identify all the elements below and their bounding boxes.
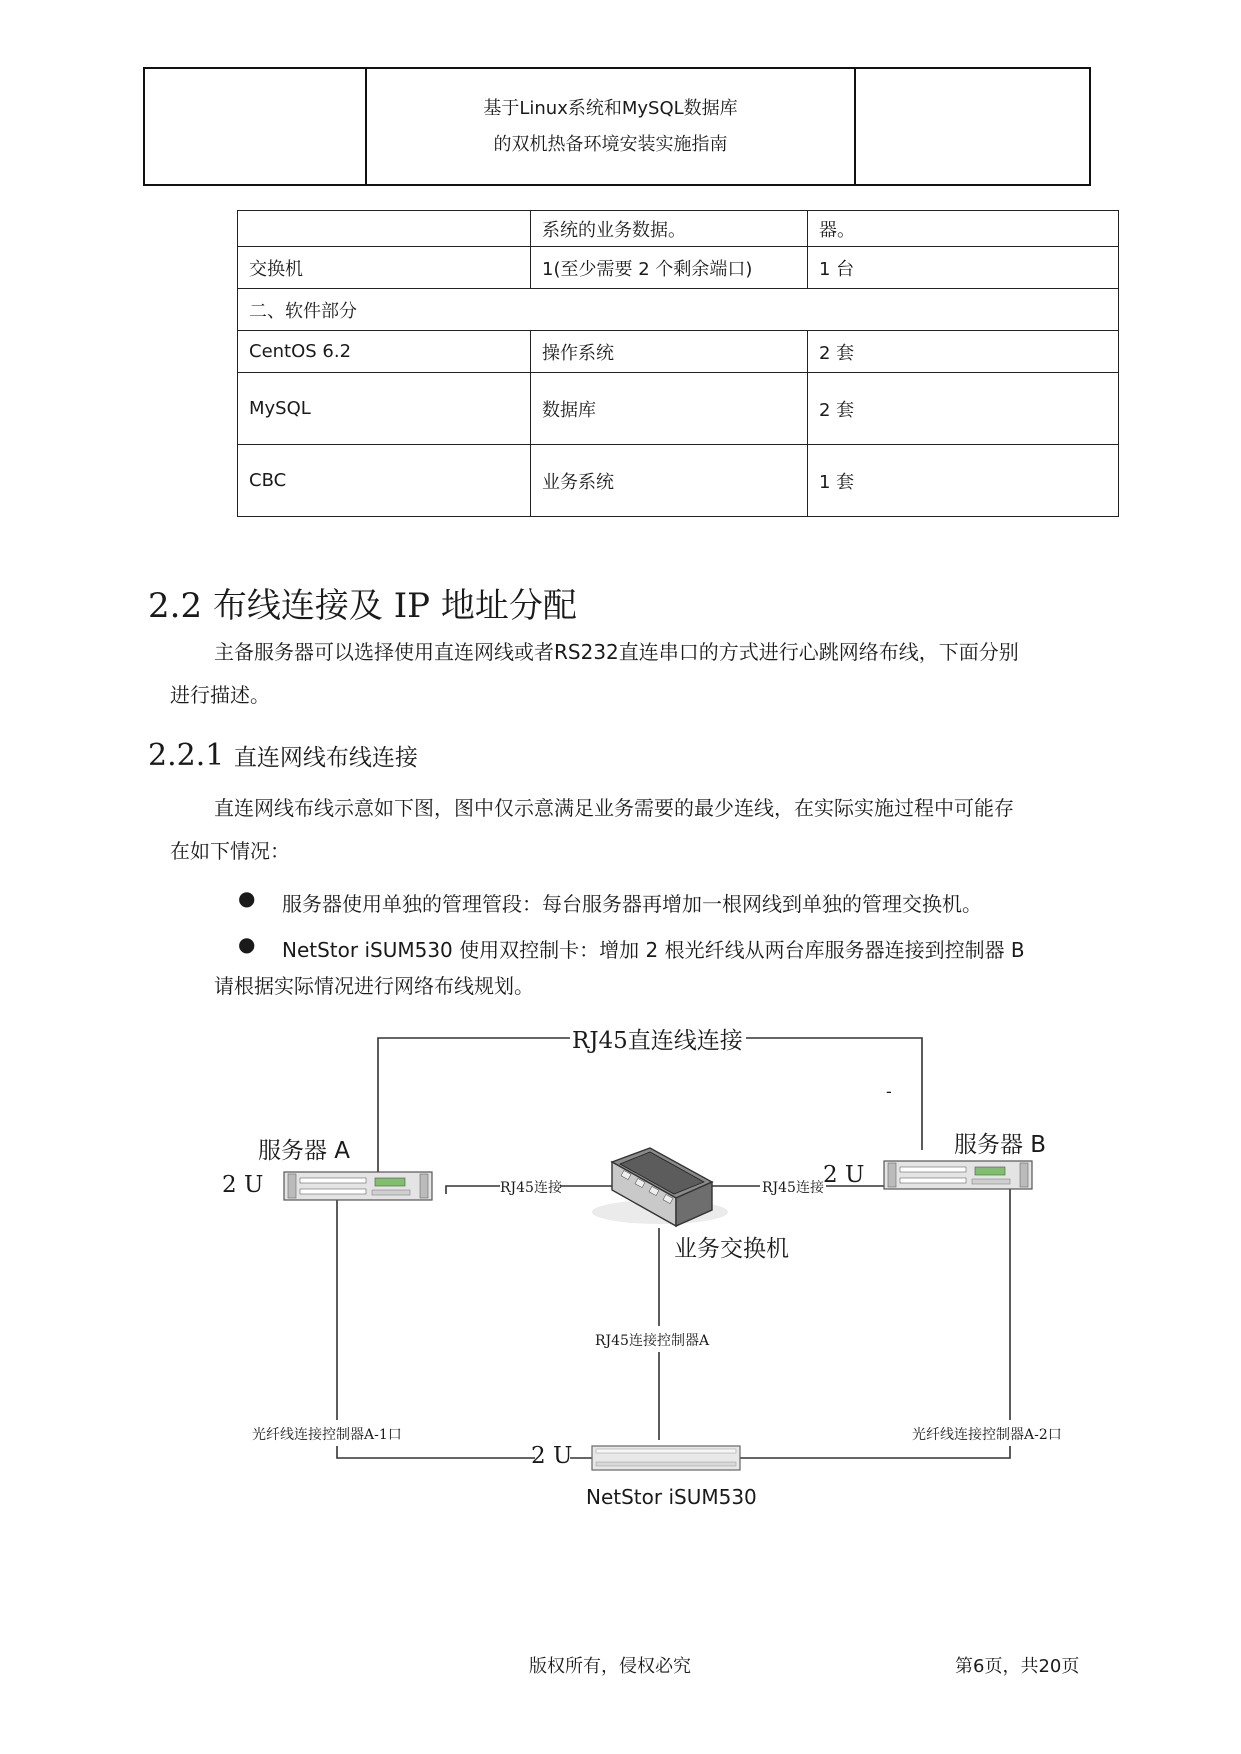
- paragraph-line: 在如下情况：: [170, 839, 290, 863]
- rj45-direct-line: [746, 1038, 922, 1150]
- table-cell: 2 套: [808, 373, 1119, 445]
- fiber-b-line: [740, 1446, 1010, 1458]
- table-cell: CentOS 6.2: [238, 331, 531, 373]
- table-cell: 数据库: [531, 373, 808, 445]
- section-number: 2.2: [148, 586, 203, 626]
- header-title-line2: 的双机热备环境安装实施指南: [493, 133, 728, 155]
- link-b-label: RJ45连接: [762, 1180, 824, 1196]
- section-title: 直连网线布线连接: [233, 745, 418, 771]
- table-cell: 1(至少需要 2 个剩余端口): [531, 247, 808, 289]
- paragraph-line: 直连网线布线示意如下图，图中仅示意满足业务需要的最少连线，在实际实施过程中可能存: [214, 796, 1014, 820]
- bullet-dot-icon: ●: [238, 886, 256, 910]
- table-cell: 1 套: [808, 445, 1119, 517]
- table-cell: 操作系统: [531, 331, 808, 373]
- fiber-a-line: [337, 1446, 535, 1458]
- rj45-link-a-line: [446, 1186, 500, 1194]
- section-title: 布线连接及 IP 地址分配: [212, 586, 577, 626]
- paragraph-line: 主备服务器可以选择使用直连网线或者RS232直连串口的方式进行心跳网络布线，下面分别: [214, 640, 1019, 664]
- table-cell: 器。: [808, 211, 1119, 247]
- switch-label: 业务交换机: [674, 1236, 789, 1262]
- paragraph-line: 进行描述。: [170, 683, 270, 707]
- table-cell: 交换机: [238, 247, 531, 289]
- link-ctrl-label: RJ45连接控制器A: [595, 1333, 710, 1349]
- link-a-label: RJ45连接: [500, 1180, 562, 1196]
- dash-mark: -: [886, 1082, 892, 1101]
- storage-u-label: 2 U: [531, 1443, 573, 1469]
- table-cell: CBC: [238, 445, 531, 517]
- server-b-label: 服务器 B: [954, 1132, 1047, 1158]
- fiber-b-label: 光纤线连接控制器A-2口: [912, 1427, 1062, 1443]
- storage-label: NetStor iSUM530: [586, 1485, 757, 1509]
- server-b-u-label: 2 U: [823, 1162, 865, 1188]
- table-cell: 业务系统: [531, 445, 808, 517]
- header-title-line1: 基于Linux系统和MySQL数据库: [483, 97, 738, 119]
- switch-icon: [592, 1148, 728, 1226]
- footer-page-info: 第6页，共20页: [955, 1656, 1080, 1677]
- table-cell: 2 套: [808, 331, 1119, 373]
- table-cell: 系统的业务数据。: [531, 211, 808, 247]
- fiber-a-label: 光纤线连接控制器A-1口: [252, 1427, 402, 1443]
- closing-text: 请根据实际情况进行网络布线规划。: [214, 974, 534, 998]
- bullet-text: 服务器使用单独的管理管段：每台服务器再增加一根网线到单独的管理交换机。: [282, 892, 982, 916]
- server-a-label: 服务器 A: [258, 1138, 351, 1164]
- rj45-direct-line: [378, 1038, 570, 1172]
- server-a-u-label: 2 U: [222, 1172, 264, 1198]
- bullet-dot-icon: ●: [238, 932, 256, 956]
- server-a-icon: [284, 1172, 432, 1200]
- section-number: 2.2.1: [148, 738, 225, 773]
- top-link-label: RJ45直连线连接: [572, 1028, 743, 1054]
- bullet-text: NetStor iSUM530 使用双控制卡：增加 2 根光纤线从两台库服务器连接到控制器 B: [282, 938, 1025, 962]
- table-section-label: 二、软件部分: [238, 289, 1119, 331]
- table-cell: 1 台: [808, 247, 1119, 289]
- server-b-icon: [884, 1161, 1032, 1189]
- storage-icon: [592, 1446, 740, 1470]
- footer-copyright: 版权所有，侵权必究: [529, 1656, 691, 1677]
- table-cell: MySQL: [238, 373, 531, 445]
